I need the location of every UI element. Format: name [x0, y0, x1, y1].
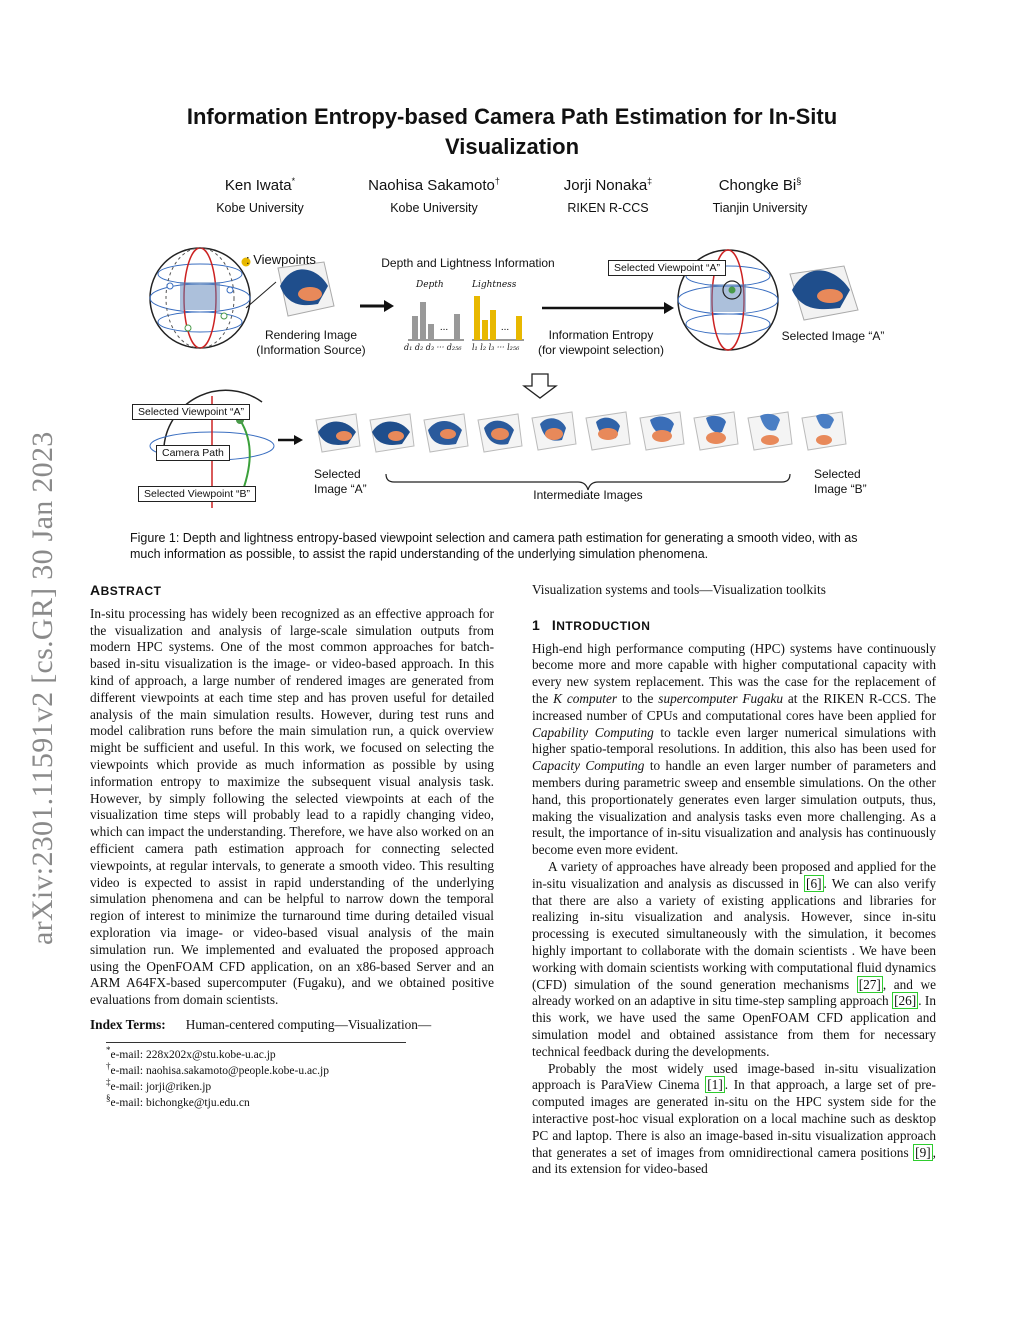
- author-affiliation: Kobe University: [216, 201, 304, 215]
- selected-viewpoint-b-box: Selected Viewpoint “B”: [138, 486, 256, 502]
- footnote-text: e-mail: jorji@riken.jp: [110, 1080, 212, 1093]
- selected-viewpoint-a-box-top: Selected Viewpoint “A”: [608, 260, 726, 276]
- text-run: , and its extension for video-based: [532, 1144, 936, 1177]
- text-run: to handle an even larger number of parameters and members during parametric sweep and ensemble simulations. On the other hand, this proportionately generates even larger simulation outputs, thus, making the visualization and analysis tasks even more challenging. As a result, the importance of in-situ visualization and analysis has continuously become even more evident.: [532, 758, 936, 858]
- citation-link[interactable]: [1]: [707, 1077, 723, 1093]
- lightness-histogram: [472, 296, 524, 340]
- title-line-2: Visualization: [444, 134, 580, 159]
- selected-b-line-1: Selected: [814, 467, 861, 481]
- intro-heading-initial: I: [551, 616, 557, 633]
- abstract-heading-rest: BSTRACT: [100, 584, 162, 598]
- svg-text:...: ...: [439, 322, 449, 333]
- selected-a-line-1: Selected: [314, 467, 361, 481]
- footnote-text: e-mail: 228x202x@stu.kobe-u.ac.jp: [110, 1048, 276, 1061]
- figure-caption-line-2: much information as possible, to assist the rapid understanding of the underlying simulation phenomena.: [130, 547, 709, 561]
- footnote-mark: ‡: [106, 1076, 111, 1087]
- author-mark: †: [494, 176, 500, 186]
- footnote-rule: [106, 1042, 406, 1043]
- footnote-mark: *: [106, 1044, 111, 1055]
- viewpoint-sphere-1: [150, 248, 250, 348]
- footnote-text: e-mail: naohisa.sakamoto@people.kobe-u.ac.jp: [110, 1064, 329, 1077]
- figure-caption: [130, 530, 900, 562]
- index-terms: [90, 1017, 494, 1034]
- section-number: 1: [532, 616, 541, 633]
- text-run: at the RIKEN R-CCS. The increased number of CPUs and computational cores have been applied for: [532, 690, 937, 723]
- citation-link[interactable]: [6]: [806, 875, 822, 891]
- introduction-heading: [532, 617, 936, 635]
- selected-b-line-2: Image “B”: [814, 482, 867, 496]
- image-sequence: [316, 412, 846, 452]
- camera-path-box: Camera Path: [156, 445, 230, 461]
- text-run: , and we already worked on an adaptive in situ time-step sampling approach: [532, 976, 936, 1009]
- selected-image-a-bottom-label: [314, 467, 367, 497]
- selected-image-b-label: [814, 467, 867, 497]
- rendering-image-line-2: (Information Source): [256, 343, 366, 357]
- abstract-heading: [90, 582, 494, 600]
- selected-viewpoint-a-box: Selected Viewpoint “A”: [132, 404, 250, 420]
- author-1: [160, 176, 360, 217]
- author-name: Naohisa Sakamoto: [368, 177, 495, 194]
- author-name: Chongke Bi: [718, 177, 797, 194]
- intro-paragraph-1: [532, 641, 936, 859]
- intro-paragraph-2: [532, 859, 936, 1061]
- footnote-mark: §: [106, 1092, 111, 1103]
- depth-axis-label: d₁ d₂ d₃ ··· d₂₅₆: [404, 343, 462, 352]
- depth-histogram: [408, 302, 464, 340]
- author-4: [660, 176, 860, 217]
- abstract-heading-initial: A: [90, 582, 101, 598]
- svg-text:...: ...: [500, 322, 510, 333]
- footnote-text: e-mail: bichongke@tju.edu.cn: [110, 1096, 250, 1109]
- rendering-image-label: [236, 328, 386, 358]
- arrow-right-long-icon: [542, 302, 674, 314]
- text-run: Probably the most widely used image-based in-situ visualization approach is ParaView Cinema: [532, 1060, 936, 1093]
- text-run-italic: Capacity Computing: [532, 758, 645, 774]
- author-affiliation: Kobe University: [390, 201, 478, 215]
- text-run: to tackle even larger numerical simulations with higher spatio-temporal resolutions. In addition, this also has been used for: [532, 724, 936, 757]
- citation-link[interactable]: [9]: [915, 1144, 931, 1160]
- intro-heading-rest: NTRODUCTION: [556, 618, 651, 633]
- arrow-down-icon: [524, 374, 556, 398]
- author-name: Ken Iwata: [224, 177, 292, 194]
- rendering-image-line-1: Rendering Image: [264, 328, 358, 342]
- figure-1: [128, 246, 898, 516]
- intro-paragraph-3: [532, 1061, 936, 1179]
- text-run: A variety of approaches have already been proposed and applied for the in-situ visualization and analysis as discussed in: [532, 858, 936, 891]
- depth-label: Depth: [416, 280, 444, 290]
- arxiv-stamp: arXiv:2301.11591v2 [cs.GR] 30 Jan 2023: [26, 431, 59, 945]
- footnote-mark: †: [106, 1060, 111, 1071]
- selected-image-a-thumbnail: [790, 266, 858, 320]
- footnote-3: [90, 1076, 494, 1095]
- index-terms-text: Human-centered computing—Visualization—: [185, 1016, 432, 1032]
- viewpoints-label: : Viewpoints: [246, 252, 316, 267]
- text-run: . We can also verify that there are also a variety of existing applications and libraries for realizing in-situ visualization and analysis. However, since in-situ processing is executed simultaneously with the simulation, it becomes highly important to collaborate with the domain scientists . We have been working with domain scientists working with computational fluid dynamics (CFD) simulation of the sound generation mechanisms: [532, 875, 936, 992]
- lightness-label: Lightness: [472, 280, 517, 290]
- footnote-4: [90, 1092, 494, 1111]
- text-run: High-end high performance computing (HPC) systems have continuously become more and more capable with higher computational capacity with every new system replacement. This was the case for the replacement of the: [532, 640, 936, 706]
- footnote-1: [90, 1044, 494, 1063]
- left-column: [90, 582, 494, 1111]
- author-mark: *: [291, 176, 296, 186]
- citation-link[interactable]: [27]: [858, 976, 881, 992]
- information-entropy-line-2: (for viewpoint selection): [537, 343, 665, 357]
- ccs-continued: Visualization systems and tools—Visualization toolkits: [532, 582, 826, 597]
- selected-image-a-label: Selected Image “A”: [781, 329, 885, 343]
- text-run: . In this work, we have used the same OpenFOAM CFD application and simulation model and obtained assistance from them for necessary technical feedback during the developments.: [532, 993, 936, 1059]
- author-affiliation: Tianjin University: [712, 201, 808, 215]
- paper-title: [140, 102, 884, 162]
- figure-caption-line-1: Figure 1: Depth and lightness entropy-based viewpoint selection and camera path estimation for generating a smooth video, with as: [130, 531, 858, 545]
- index-terms-label: Index Terms:: [90, 1016, 166, 1032]
- citation-link[interactable]: [26]: [894, 993, 917, 1009]
- information-entropy-line-1: Information Entropy: [548, 328, 654, 342]
- information-entropy-label: [526, 328, 676, 358]
- text-run: to the: [617, 690, 659, 706]
- text-run-italic: supercomputer Fugaku: [658, 690, 784, 706]
- rendering-image: [278, 262, 334, 316]
- author-affiliation: RIKEN R-CCS: [567, 201, 649, 215]
- intermediate-images-label: Intermediate Images: [533, 488, 643, 502]
- text-run-italic: K computer: [553, 690, 618, 706]
- author-mark: §: [796, 176, 802, 186]
- arrow-right-small-icon: [278, 435, 303, 445]
- abstract-text: In-situ processing has widely been recognized as an effective approach for the visualization and analysis of large-scale simulation outputs from modern HPC systems. One of the most common approaches for batch-based in-situ visualization is the image- or video-based approach. In this kind of approach, a large number of rendered images are generated from different viewpoints at each time step and has proven useful for detailed analysis of the main simulation results. However, during test runs and model calibration runs before the main simulation run, a quick overview might be sufficient and useful. In this work, we focused on selecting the viewpoints which provide as much information as possible by using information entropy to maximize the subsequent visual analysis task. However, by simply following the selected viewpoints at each of the visualization time steps will probably lead to a rapidly changing video, which can impact the understanding. Therefore, we have also worked on an efficient camera path estimation approach for connecting selected viewpoints, at regular intervals, to generate a smooth video. This resulting video is expected to assist in rapid understanding of the underlying simulation phenomena and can be helpful to narrow down the temporal region of interest to minimize the turnaround time during detailed visual exploration via image- or video-based visual analysis of the main simulation run. We implemented and evaluated the proposed approach using the OpenFOAM CFD application, on an x86-based Server and an ARM A64FX-based supercomputer (Fugaku), and we obtained positive evaluations from domain scientists.: [90, 605, 494, 1008]
- depth-lightness-title: Depth and Lightness Information: [381, 256, 555, 270]
- author-2: [334, 176, 534, 217]
- text-run-italic: Capability Computing: [532, 724, 654, 740]
- arrow-right-icon: [360, 300, 394, 312]
- selected-a-line-2: Image “A”: [314, 482, 367, 496]
- footnote-2: [90, 1060, 494, 1079]
- author-mark: ‡: [647, 176, 653, 186]
- author-name: Jorji Nonaka: [563, 177, 648, 194]
- title-line-1: Information Entropy-based Camera Path Estimation for In-Situ: [186, 104, 838, 129]
- text-run: . In that approach, a large set of pre-computed images are generated in-situ on the HPC system side for the interactive post-hoc visual exploration on a local machine such as desktop PC and laptop. There is also an image-based in-situ visualization approach that generates a set of images from omnidirectional camera positions: [532, 1077, 936, 1160]
- right-column: [532, 582, 936, 1178]
- lightness-axis-label: l₁ l₂ l₃ ··· l₂₅₆: [472, 343, 520, 352]
